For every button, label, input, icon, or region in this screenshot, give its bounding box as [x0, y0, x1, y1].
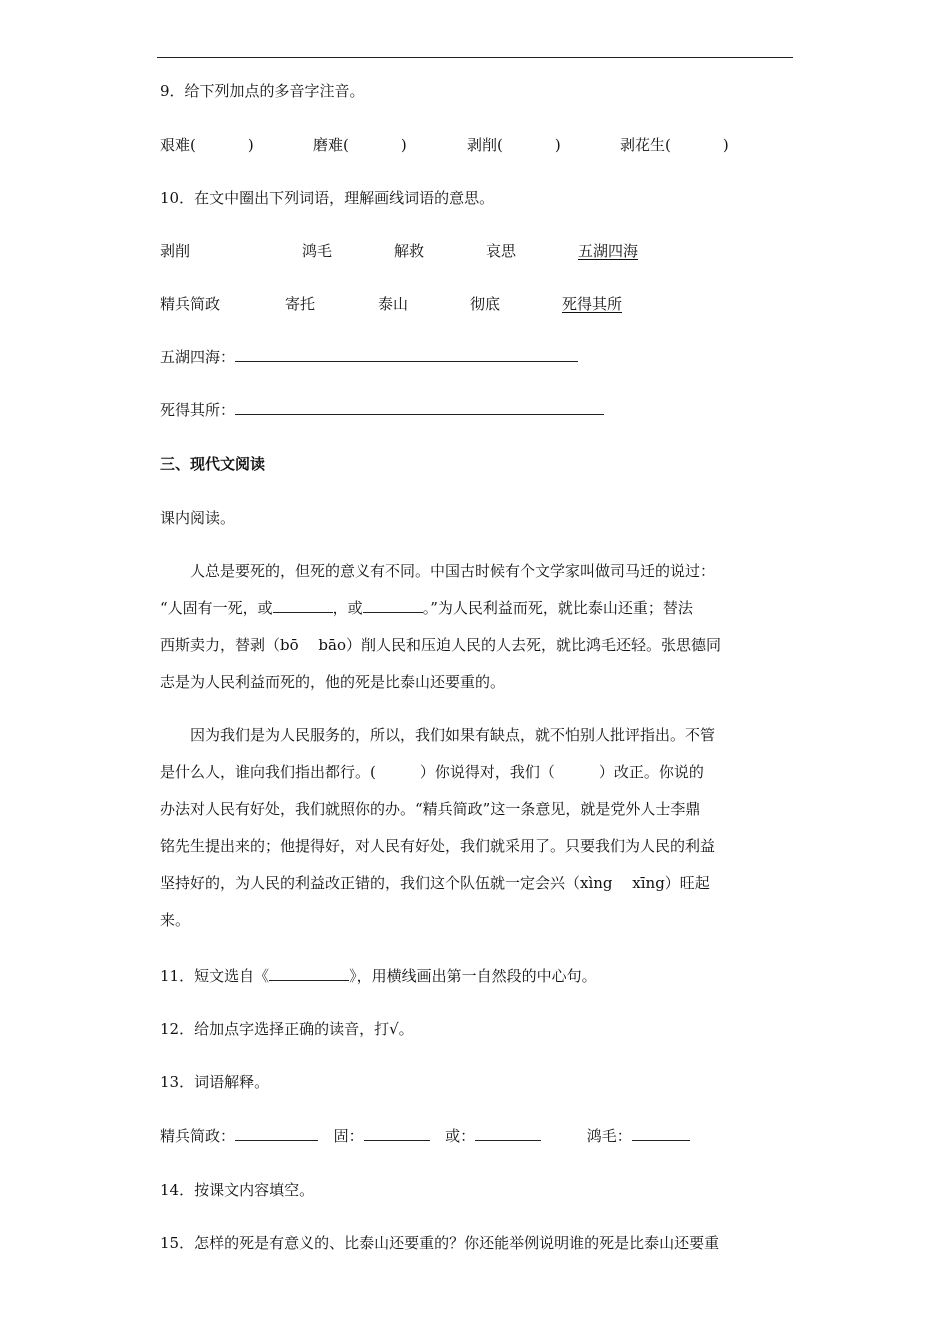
q10-word: 泰山 [378, 295, 409, 313]
answer-blank[interactable] [363, 598, 423, 613]
passage-paragraph-1: 人总是要死的，但死的意义有不同。中国古时候有个文学家叫做司马迁的说过： “人固有一死，或 ，或 。”为人民利益而死，就比泰山还重；替法 西斯卖力，替剥（bō bāo）削人民和压迫人民的人去死，就比鸿毛还轻。张思德同 志是为人民利益而死的，他的死是比泰山还要重的。 [160, 562, 721, 691]
q9-item-3: 剥削( ) [467, 136, 561, 154]
q10-word: 寄托 [285, 295, 316, 313]
q9-item-2: 磨难( ) [313, 136, 407, 154]
answer-blank[interactable] [235, 347, 578, 362]
answer-blank[interactable] [235, 1126, 318, 1141]
q10-fill-2: 死得其所： [160, 400, 604, 420]
question-10-prompt: 10．在文中圈出下列词语，理解画线词语的意思。 [160, 189, 495, 207]
q10-word: 精兵简政 [160, 295, 221, 313]
passage-paragraph-2: 因为我们是为人民服务的，所以，我们如果有缺点，就不怕别人批评指出。不管 是什么人，谁向我们指出都行。( ）你说得对，我们（ ）改正。你说的 办法对人民有好处，我们就照你的办。“精兵简政”这一条意见，就是党外人士李鼎 铭先生提出来的；他提得好，对人民有好处，我们就采用了。只要我们为人民的利益 坚持好的，为人民的利益改正错的，我们这个队伍就一定会兴（xìng xīng）旺起 来。 [160, 726, 716, 929]
q9-item-1: 艰难( ) [160, 136, 254, 154]
q10-underlined-word: 死得其所 [562, 295, 623, 313]
q10-fill-1: 五湖四海： [160, 347, 578, 367]
q10-underlined-word: 五湖四海 [578, 242, 639, 260]
question-15: 15．怎样的死是有意义的、比泰山还要重的？你还能举例说明谁的死是比泰山还要重 [160, 1234, 720, 1252]
answer-blank[interactable] [235, 400, 604, 415]
q10-word: 解救 [394, 242, 425, 260]
answer-blank[interactable] [475, 1126, 541, 1141]
question-13-prompt: 13．词语解释。 [160, 1073, 270, 1091]
reading-subtitle: 课内阅读。 [160, 509, 236, 527]
question-14: 14．按课文内容填空。 [160, 1181, 315, 1199]
q10-word: 哀思 [486, 242, 517, 260]
question-12: 12．给加点字选择正确的读音，打√。 [160, 1020, 414, 1038]
header-rule [157, 57, 793, 58]
q13-fill-row: 精兵简政： 固： 或： 鸿毛： [160, 1126, 690, 1146]
q9-item-4: 剥花生( ) [620, 136, 729, 154]
answer-blank[interactable] [269, 966, 349, 981]
question-9-prompt: 9．给下列加点的多音字注音。 [160, 82, 365, 100]
q10-word: 彻底 [470, 295, 501, 313]
section-heading: 三、现代文阅读 [160, 455, 266, 473]
q10-word: 鸿毛 [302, 242, 333, 260]
answer-blank[interactable] [273, 598, 333, 613]
question-11: 11．短文选自《 》，用横线画出第一自然段的中心句。 [160, 967, 597, 985]
answer-blank[interactable] [364, 1126, 430, 1141]
q10-word: 剥削 [160, 242, 191, 260]
answer-blank[interactable] [632, 1126, 690, 1141]
